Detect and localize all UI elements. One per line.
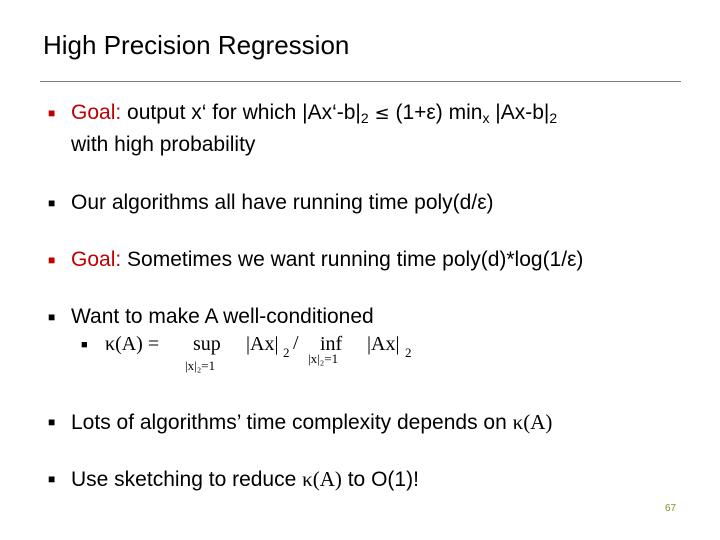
kappa-math: κ(A): [512, 410, 553, 434]
goal-log-text: Sometimes we want running time poly(d)*log(1/ε): [127, 248, 584, 271]
bullet-complexity: [71, 410, 552, 435]
square-bullet-icon: ■: [81, 339, 88, 351]
formula-slash: /: [293, 332, 299, 354]
bullet-well-conditioned: Want to make A well-conditioned: [71, 305, 374, 328]
formula-inf: inf: [320, 333, 343, 355]
condition-number-formula: [105, 331, 435, 381]
page-number: 67: [665, 503, 677, 514]
subscript: x: [482, 110, 490, 126]
slide-title: High Precision Regression: [43, 30, 350, 60]
goal-text-a: output x‘ for which |Ax‘-b|: [127, 101, 361, 124]
subscript: 2: [360, 110, 369, 126]
formula-inf-limit: |x|₂=1: [308, 351, 339, 366]
formula-lhs: κ(A) =: [105, 333, 160, 355]
sketching-text: Use sketching to reduce: [71, 468, 297, 491]
formula-norm1-subscript: 2: [283, 345, 290, 360]
title-divider: [40, 81, 681, 82]
bullet-running-time: Our algorithms all have running time poly(d/ε): [71, 191, 494, 214]
square-bullet-icon: ■: [48, 106, 56, 120]
square-bullet-icon: ■: [48, 253, 56, 267]
goal-label: Goal:: [71, 101, 122, 124]
square-bullet-icon: ■: [48, 310, 56, 324]
formula-norm2-subscript: 2: [405, 345, 412, 360]
formula-sup-limit: |x|₂=1: [185, 358, 216, 373]
kappa-math: κ(A): [302, 467, 342, 491]
goal-text-b: (1+ε) min: [395, 101, 483, 124]
bullet-goal-precision-line2: with high probability: [71, 133, 256, 156]
goal-label: Goal:: [71, 248, 122, 271]
bullet-goal-log: [71, 248, 583, 272]
sketching-tail: to O(1)!: [347, 468, 419, 491]
subscript: 2: [549, 110, 558, 126]
bullet-goal-precision: [71, 101, 557, 125]
square-bullet-icon: ■: [48, 472, 56, 486]
formula-sup: sup: [193, 333, 221, 355]
less-equal-symbol: ≤: [374, 103, 390, 124]
goal-text-c: |Ax-b|: [495, 101, 550, 124]
square-bullet-icon: ■: [48, 415, 56, 429]
complexity-text: Lots of algorithms’ time complexity depends on: [71, 411, 507, 434]
formula-norm2: |Ax|: [367, 333, 400, 355]
bullet-sketching: [71, 467, 419, 492]
formula-norm1: |Ax|: [246, 333, 279, 355]
square-bullet-icon: ■: [48, 196, 56, 210]
